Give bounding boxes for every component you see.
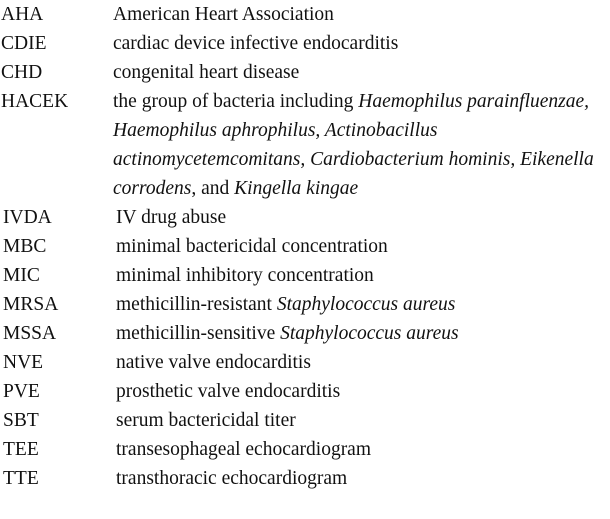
abbreviation-term: MSSA	[3, 323, 57, 344]
glossary-entry	[0, 0, 610, 29]
abbreviation-definition	[115, 377, 610, 406]
abbreviation-definition	[113, 58, 610, 87]
definition-text: transthoracic echocardiogram	[116, 468, 348, 489]
abbreviation-definition	[115, 232, 610, 261]
abbreviation-term: TEE	[3, 439, 39, 460]
abbreviation-term: CHD	[1, 62, 43, 83]
definition-text: American Heart Association	[113, 4, 334, 25]
abbreviation-definition	[115, 319, 610, 348]
abbreviation-definition	[113, 87, 610, 203]
definition-text: methicillin-sensitive	[116, 323, 281, 344]
organism-name: Staphylococcus aureus	[276, 294, 456, 315]
definition-text: transesophageal echocardiogram	[116, 439, 372, 460]
glossary-entry	[0, 232, 610, 261]
glossary-entry	[0, 203, 610, 232]
definition-text: congenital heart disease	[113, 62, 300, 83]
definition-text: prosthetic valve endocarditis	[116, 381, 341, 402]
glossary-entry	[0, 464, 610, 493]
organism-name: Staphylococcus aureus	[280, 323, 459, 344]
abbreviation-term: IVDA	[3, 207, 52, 228]
definition-text: minimal bactericidal concentration	[116, 236, 388, 257]
definition-text: native valve endocarditis	[116, 352, 311, 373]
definition-text: , and	[191, 178, 235, 199]
abbreviation-definition	[115, 348, 610, 377]
definition-text: methicillin-resistant	[116, 294, 277, 315]
abbreviation-term: MIC	[3, 265, 40, 286]
definition-text: cardiac device infective endocarditis	[113, 33, 399, 54]
glossary-entry	[0, 348, 610, 377]
abbreviation-definition	[113, 29, 610, 58]
abbreviation-definition	[115, 406, 610, 435]
glossary-entry	[0, 29, 610, 58]
definition-text: minimal inhibitory concentration	[116, 265, 374, 286]
abbreviation-definition	[115, 203, 610, 232]
glossary-entry	[0, 319, 610, 348]
definition-text: the group of bacteria including	[113, 91, 359, 112]
glossary-entry	[0, 87, 610, 203]
abbreviation-term: NVE	[3, 352, 44, 373]
abbreviation-term: CDIE	[1, 33, 47, 54]
glossary-entry	[0, 406, 610, 435]
organism-name: Kingella kingae	[234, 178, 359, 199]
abbreviation-definition	[115, 464, 610, 493]
organism-names: Haemophilus parainfluenzae, Haemophilus aphrophilus, Actinobacillus actinomycetemcomitans, Cardiobacterium hominis, Eikenella corrodens	[113, 91, 594, 199]
glossary-entry	[0, 377, 610, 406]
abbreviation-definition	[115, 290, 610, 319]
abbreviation-definition	[113, 0, 610, 29]
glossary-entry	[0, 435, 610, 464]
abbreviation-term: MBC	[3, 236, 47, 257]
abbreviation-term: AHA	[1, 4, 44, 25]
abbreviation-term: TTE	[3, 468, 39, 489]
abbreviation-definition	[115, 435, 610, 464]
glossary-entry	[0, 261, 610, 290]
definition-text: IV drug abuse	[116, 207, 227, 228]
abbreviation-term: HACEK	[1, 91, 69, 112]
glossary-entry	[0, 290, 610, 319]
abbreviation-term: MRSA	[3, 294, 59, 315]
definition-text: serum bactericidal titer	[116, 410, 296, 431]
glossary-entry	[0, 58, 610, 87]
abbreviation-definition	[115, 261, 610, 290]
abbreviation-term: PVE	[3, 381, 40, 402]
abbreviation-term: SBT	[3, 410, 39, 431]
